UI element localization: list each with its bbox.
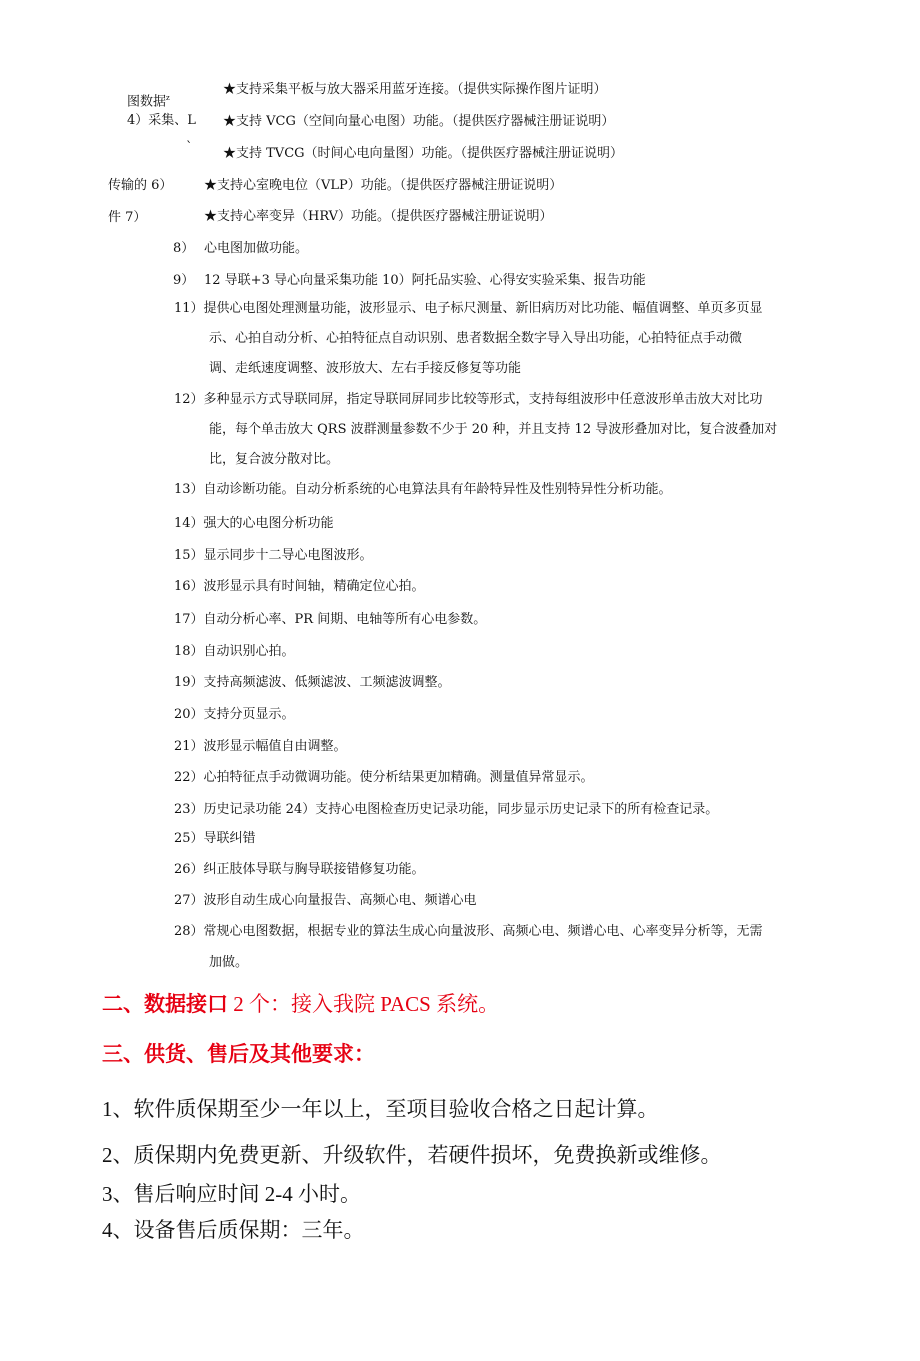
list-item-continuation: 加做。 <box>209 955 249 970</box>
list-item: 12）多种显示方式导联同屏，指定导联同屏同步比较等形式，支持每组波形中任意波形单击放大对比功 <box>174 392 763 407</box>
list-item: 28）常规心电图数据，根据专业的算法生成心向量波形、高频心电、频谱心电、心率变异分析等，无需 <box>174 924 763 939</box>
list-item-continuation: 比，复合波分散对比。 <box>209 452 340 467</box>
list-item: 26）纠正肢体导联与胸导联接错修复功能。 <box>174 862 425 877</box>
section-heading-supply <box>102 1041 375 1067</box>
list-item: 12 导联+3 导心向量采集功能 10）阿托品实验、心得安实验采集、报告功能 <box>204 273 646 288</box>
list-item: 17）自动分析心率、PR 间期、电轴等所有心电参数。 <box>174 612 487 627</box>
list-item: 20）支持分页显示。 <box>174 707 295 722</box>
requirement-item: 1、软件质保期至少一年以上，至项目验收合格之日起计算。 <box>102 1097 659 1121</box>
list-item-number: 9） <box>173 273 195 288</box>
list-item-number: 8） <box>173 241 195 256</box>
list-item-continuation: 示、心拍自动分析、心拍特征点自动识别、患者数据全数字导入导出功能，心拍特征点手动微 <box>209 331 743 346</box>
fragment-text: 件 7） <box>108 210 147 225</box>
list-item: 16）波形显示具有时间轴，精确定位心拍。 <box>174 579 425 594</box>
list-item: 23）历史记录功能 24）支持心电图检查历史记录功能，同步显示历史记录下的所有检查记录。 <box>174 802 719 817</box>
fragment-text: 4）采集、L <box>127 113 196 128</box>
list-item: 25）导联纠错 <box>174 831 256 846</box>
list-item: 19）支持高频滤波、低频滤波、工频滤波调整。 <box>174 675 451 690</box>
list-item: 11）提供心电图处理测量功能，波形显示、电子标尺测量、新旧病历对比功能、幅值调整、单页多页显 <box>174 301 763 316</box>
list-item: 15）显示同步十二导心电图波形。 <box>174 548 373 563</box>
list-item: 18）自动识别心拍。 <box>174 644 295 659</box>
star-item: ★支持 TVCG（时间心电向量图）功能。（提供医疗器械注册证说明） <box>223 146 624 161</box>
list-item: 27）波形自动生成心向量报告、高频心电、频谱心电 <box>174 893 477 908</box>
list-item-continuation: 能，每个单击放大 QRS 波群测量参数不少于 20 种，并且支持 12 导波形叠加对比，复合波叠加对 <box>209 422 778 437</box>
list-item: 21）波形显示幅值自由调整。 <box>174 739 347 754</box>
star-item: ★支持心率变异（HRV）功能。（提供医疗器械注册证说明） <box>204 209 553 224</box>
fragment-text: ` <box>186 140 193 155</box>
star-item: ★支持 VCG（空间向量心电图）功能。（提供医疗器械注册证说明） <box>223 114 615 129</box>
requirement-item: 2、质保期内免费更新、升级软件，若硬件损坏，免费换新或维修。 <box>102 1143 722 1167</box>
requirement-item: 3、售后响应时间 2-4 小时。 <box>102 1182 361 1206</box>
list-item: 心电图加做功能。 <box>204 241 309 256</box>
fragment-text: 传输的 6） <box>108 178 173 193</box>
fragment-text: 图数据$^z$ <box>127 94 170 110</box>
list-item: 13）自动诊断功能。自动分析系统的心电算法具有年龄特异性及性别特异性分析功能。 <box>174 482 672 497</box>
star-item: ★支持心室晚电位（VLP）功能。（提供医疗器械注册证说明） <box>204 178 563 193</box>
list-item: 14）强大的心电图分析功能 <box>174 516 334 531</box>
requirement-item: 4、设备售后质保期：三年。 <box>102 1218 365 1242</box>
section-heading-label: 二、数据接口 <box>102 992 228 1016</box>
list-item-continuation: 调、走纸速度调整、波形放大、左右手接反修复等功能 <box>209 361 522 376</box>
list-item: 22）心拍特征点手动微调功能。使分析结果更加精确。测量值异常显示。 <box>174 770 594 785</box>
star-item: ★支持采集平板与放大器采用蓝牙连接。（提供实际操作图片证明） <box>223 82 607 97</box>
section-heading-label: 三、供货、售后及其他要求： <box>102 1042 375 1066</box>
section-heading-data-interface <box>102 991 499 1017</box>
fragment-superscript: z <box>166 94 170 102</box>
section-heading-detail: 2 个：接入我院 PACS 系统。 <box>233 992 500 1016</box>
